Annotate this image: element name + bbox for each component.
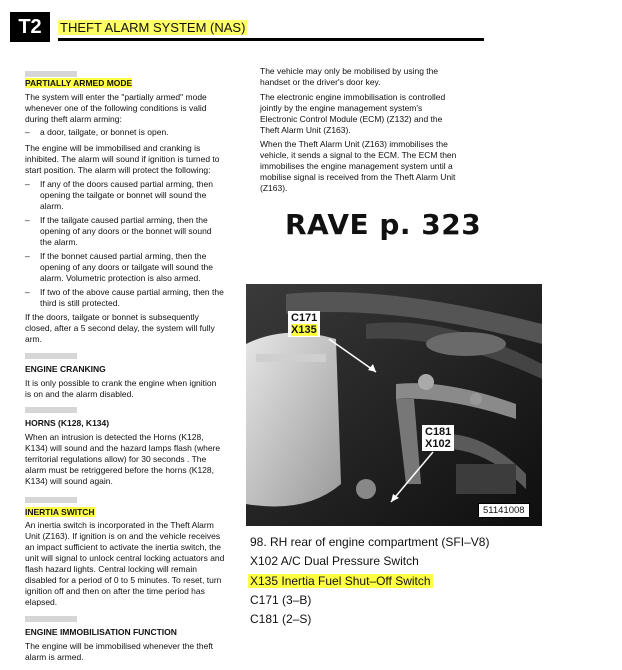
inertia-body: An inertia switch is incorporated in the Theft Alarm Unit (Z163). If ignition is on and the vehicle receives an impact sufficient to activate the inertia switch, the unit will signal to unlock central locking actuators and flash hazard lights. Central locking will remain disabled for a period of 0 to 5 minutes. To reset, turn ignition off and then on after the time period has elapsed. — [25, 520, 225, 607]
heading-horns: HORNS (K128, K134) — [25, 418, 110, 428]
immobilisation-body: The engine will be immobilised whenever the theft alarm is armed. — [25, 641, 214, 662]
heading-engine-cranking: ENGINE CRANKING — [25, 364, 106, 374]
section-bar — [25, 71, 77, 77]
partially-armed-para3: If the doors, tailgate or bonnet is subsequently closed, after a 5 second delay, the system will fully arm. — [25, 312, 215, 344]
caption-line-4: C171 (3–B) — [250, 593, 312, 607]
caption-line-1: 98. RH rear of engine compartment (SFI–V8) — [250, 535, 490, 549]
heading-inertia-switch: INERTIA SWITCH — [25, 507, 95, 517]
section-bar — [25, 616, 77, 622]
section-bar — [25, 353, 77, 359]
engine-cranking-body: It is only possible to crank the engine when ignition is on and the alarm disabled. — [25, 378, 217, 399]
engine-compartment-photo — [246, 284, 542, 526]
partially-armed-intro: The system will enter the "partially armed" mode whenever one of the following conditions is valid during theft alarm arming: — [25, 92, 207, 124]
right-para-3: When the Theft Alarm Unit (Z163) immobilises the vehicle, it sends a signal to the ECM. The ECM then immobilises the engine management system until a mobilise signal is received from the Theft Alarm Unit (Z163). — [260, 139, 457, 193]
rave-reference: RAVE p. 323 — [285, 208, 482, 241]
photo-label-c181-x102: C181 X102 — [422, 425, 454, 451]
protect-bullet-4: – If two of the above cause partial arming, then the third is still protected. — [25, 287, 224, 308]
caption-line-3: X135 Inertia Fuel Shut–Off Switch — [250, 574, 431, 588]
horns-body: When an intrusion is detected the Horns (K128, K134) will sound and the hazard lamps flash (where territorial regulations allow) for 30 seconds . The alarm must be retriggered before the horns (K128, K134) will sound again. — [25, 432, 221, 486]
caption-line-2: X102 A/C Dual Pressure Switch — [250, 554, 419, 568]
section-bar — [25, 497, 77, 503]
right-para-2: The electronic engine immobilisation is controlled jointly by the engine management system's Electronic Control Module (ECM) (Z132) and the Theft Alarm Unit (Z163). — [260, 92, 446, 135]
protect-bullet-2: – If the tailgate caused partial arming, then the opening of any doors or the bonnet will sound the alarm. — [25, 215, 212, 247]
header-rule — [58, 38, 484, 41]
heading-partially-armed: PARTIALLY ARMED MODE — [25, 78, 133, 88]
section-bar — [25, 407, 77, 413]
page-title: THEFT ALARM SYSTEM (NAS) — [60, 20, 246, 35]
protect-bullet-3: – If the bonnet caused partial arming, then the opening of any doors or tailgate will sound the alarm. Volumetric protection is also armed. — [25, 251, 213, 283]
caption-line-5: C181 (2–S) — [250, 612, 312, 626]
photo-ref-number: 51141008 — [478, 503, 530, 518]
section-code-badge: T2 — [10, 12, 50, 42]
protect-bullet-1: – If any of the doors caused partial arming, then opening the tailgate or bonnet will sound the alarm. — [25, 179, 213, 211]
heading-engine-immobilisation: ENGINE IMMOBILISATION FUNCTION — [25, 627, 177, 637]
right-para-1: The vehicle may only be mobilised by using the handset or the driver's door key. — [260, 66, 439, 87]
photo-label-c171-x135: C171 X135 — [288, 311, 320, 337]
partially-armed-para2: The engine will be immobilised and cranking is inhibited. The alarm will sound if ignition is turned to start position. The alarm will protect the following: — [25, 143, 220, 175]
